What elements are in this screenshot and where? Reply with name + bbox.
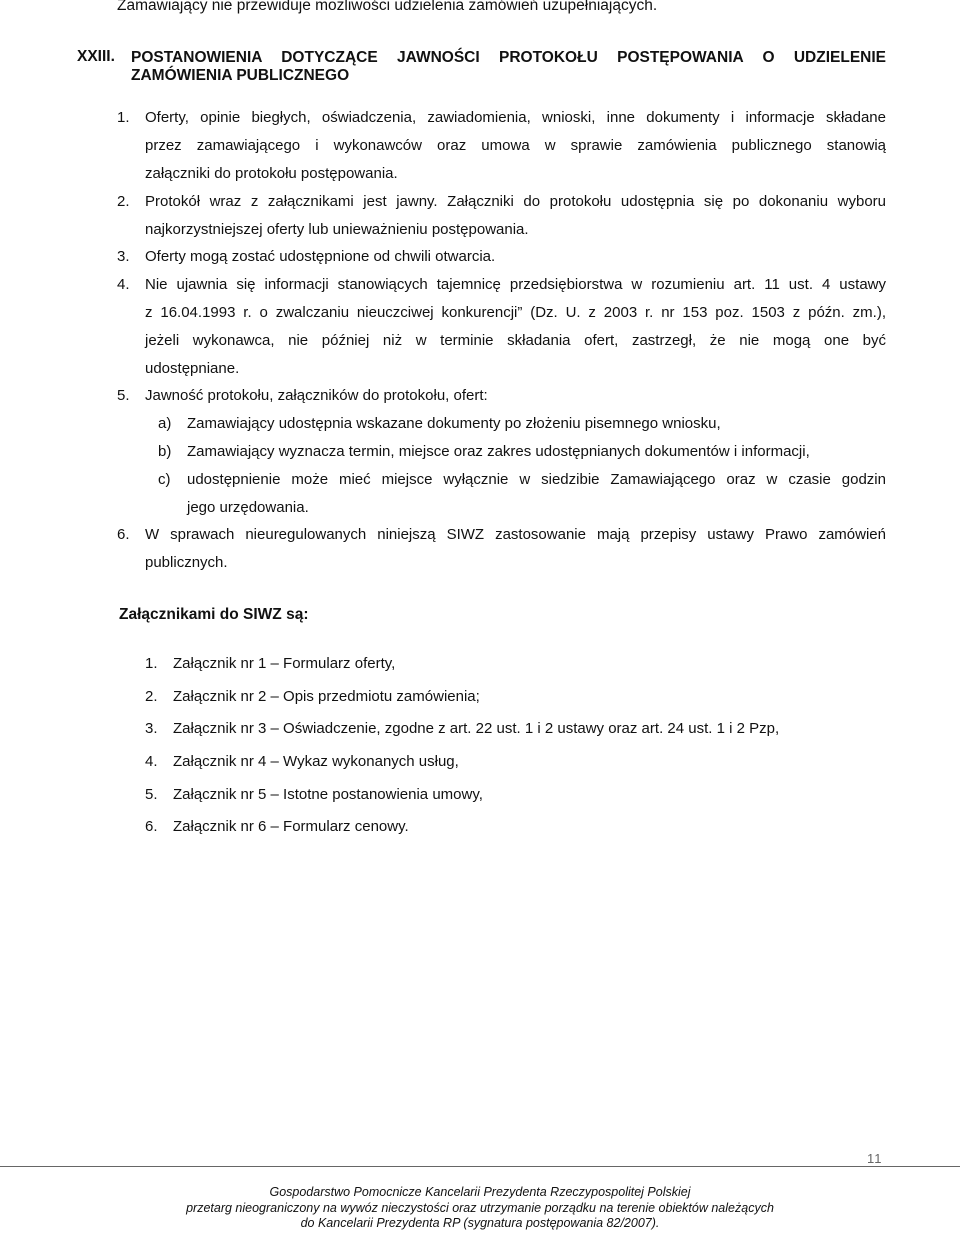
subitem-letter: b) (158, 443, 172, 460)
item-line: jeżeli wykonawca, nie później niż w terminie składania ofert, zastrzegł, że nie mogą one być (145, 332, 886, 349)
attachments-heading: Załącznikami do SIWZ są: (119, 606, 309, 623)
attachment-text: Załącznik nr 4 – Wykaz wykonanych usług, (173, 753, 459, 770)
attachment-text: Załącznik nr 2 – Opis przedmiotu zamówienia; (173, 688, 480, 705)
footer-divider (0, 1166, 960, 1167)
item-line: W sprawach nieuregulowanych niniejszą SIWZ zastosowanie mają przepisy ustawy Prawo zamówień (145, 526, 886, 543)
attachment-text: Załącznik nr 5 – Istotne postanowienia umowy, (173, 786, 483, 803)
subitem-line: jego urzędowania. (187, 499, 309, 516)
item-line: najkorzystniejszej oferty lub unieważnieniu postępowania. (145, 221, 529, 238)
footer-line: przetarg nieograniczony na wywóz nieczystości oraz utrzymanie porządku na terenie obiektów należących (186, 1201, 774, 1215)
section-title-line2: ZAMÓWIENIA PUBLICZNEGO (131, 67, 350, 84)
item-line: publicznych. (145, 554, 228, 571)
attachment-item (145, 688, 480, 705)
attachment-number: 6. (145, 818, 158, 835)
attachment-text: Załącznik nr 3 – Oświadczenie, zgodne z art. 22 ust. 1 i 2 ustawy oraz art. 24 ust. 1 i 2 Pzp, (173, 720, 780, 737)
footer-line: do Kancelarii Prezydenta RP (sygnatura postępowania 82/2007). (300, 1216, 660, 1230)
attachment-number: 2. (145, 688, 158, 705)
item-number: 5. (117, 387, 130, 404)
attachment-item (145, 818, 409, 835)
item-number: 1. (117, 109, 130, 126)
attachment-item (145, 753, 459, 770)
footer-line: Gospodarstwo Pomocnicze Kancelarii Prezydenta Rzeczypospolitej Polskiej (269, 1185, 691, 1199)
subitem-letter: a) (158, 415, 172, 432)
section-number: XXIII. (77, 48, 115, 65)
subitem-line: Zamawiający udostępnia wskazane dokumenty po złożeniu pisemnego wniosku, (187, 415, 721, 432)
item-line: Protokół wraz z załącznikami jest jawny. Załączniki do protokołu udostępnia się po dokonaniu wyboru (145, 193, 886, 210)
item-number: 3. (117, 248, 130, 265)
item-line: Oferty mogą zostać udostępnione od chwili otwarcia. (145, 248, 496, 265)
attachment-number: 5. (145, 786, 158, 803)
attachment-item (145, 786, 483, 803)
item-line: z 16.04.1993 r. o zwalczaniu nieuczciwej konkurencji” (Dz. U. z 2003 r. nr 153 poz. 1503 z późn. zm.), (145, 304, 886, 321)
item-line: Nie ujawnia się informacji stanowiących tajemnicę przedsiębiorstwa w rozumieniu art. 11 ust. 4 ustawy (145, 276, 886, 293)
item-line: załączniki do protokołu postępowania. (145, 165, 398, 182)
subitem-line: Zamawiający wyznacza termin, miejsce oraz zakres udostępnianych dokumentów i informacji, (187, 443, 810, 460)
attachment-item (145, 655, 395, 672)
item-number: 4. (117, 276, 130, 293)
item-line: przez zamawiającego i wykonawców oraz umowa w sprawie zamówienia publicznego stanowią (145, 137, 886, 154)
item-number: 6. (117, 526, 130, 543)
attachment-text: Załącznik nr 1 – Formularz oferty, (173, 655, 396, 672)
item-line: Oferty, opinie biegłych, oświadczenia, zawiadomienia, wnioski, inne dokumenty i informacje składane (145, 109, 886, 126)
item-line: udostępniane. (145, 360, 240, 377)
section-title-line1: POSTANOWIENIA DOTYCZĄCE JAWNOŚCI PROTOKOŁU POSTĘPOWANIA O UDZIELENIE (131, 49, 886, 66)
page-number: 11 (867, 1151, 883, 1166)
attachment-item (145, 720, 779, 737)
item-number: 2. (117, 193, 130, 210)
attachment-number: 1. (145, 655, 158, 672)
intro-line: Zamawiający nie przewiduje możliwości udzielenia zamówień uzupełniających. (117, 0, 658, 14)
attachment-text: Załącznik nr 6 – Formularz cenowy. (173, 818, 409, 835)
attachment-number: 4. (145, 753, 158, 770)
attachment-number: 3. (145, 720, 158, 737)
item-line: Jawność protokołu, załączników do protokołu, ofert: (145, 387, 488, 404)
subitem-line: udostępnienie może mieć miejsce wyłącznie w siedzibie Zamawiającego oraz w czasie godzin (187, 471, 886, 488)
subitem-letter: c) (158, 471, 171, 488)
